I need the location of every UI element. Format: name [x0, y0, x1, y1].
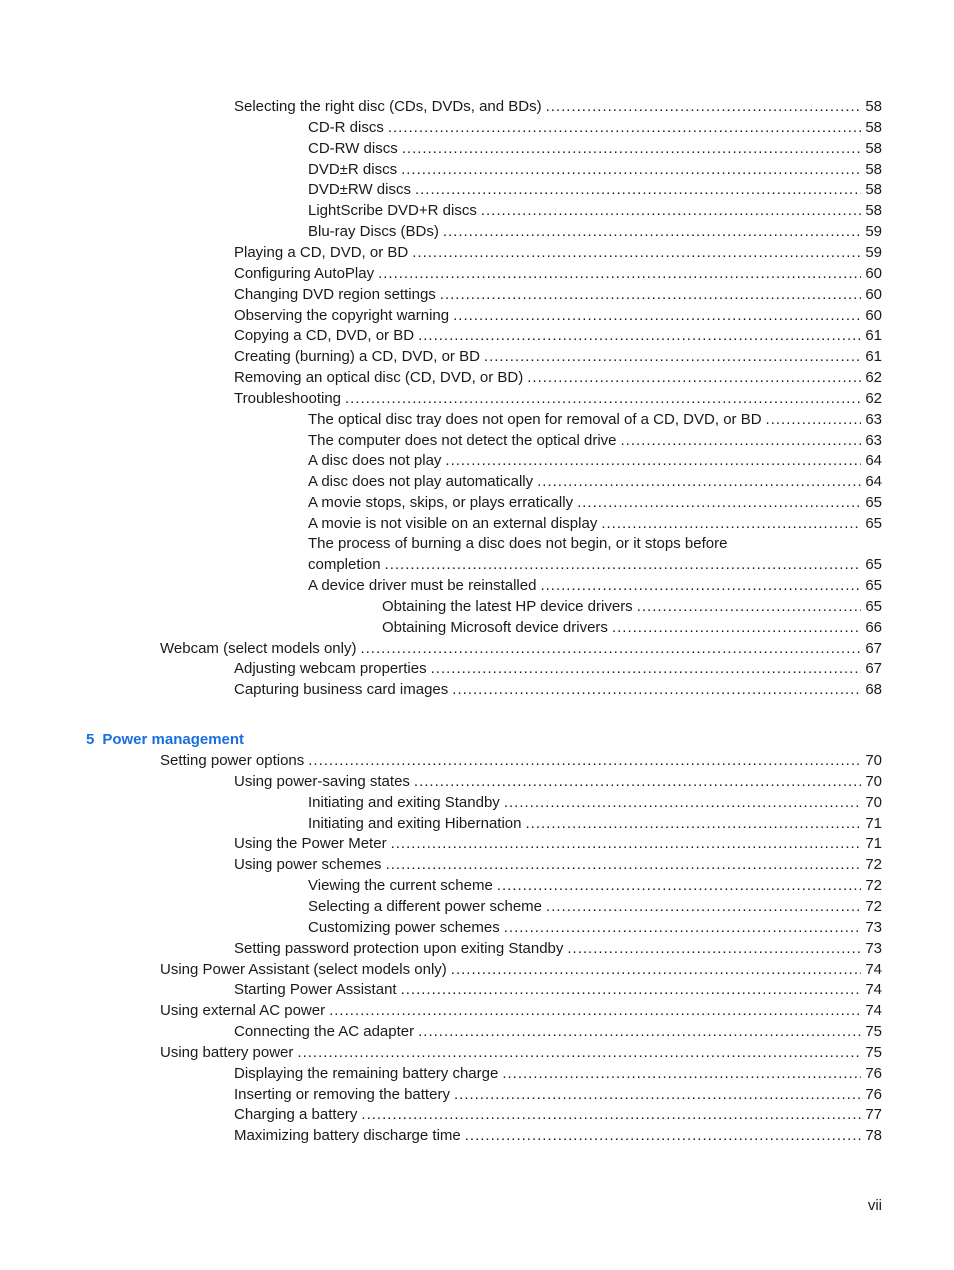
- toc-leader-dots: [401, 159, 861, 180]
- toc-entry-title: Displaying the remaining battery charge: [234, 1064, 499, 1082]
- toc-entry-page: 65: [865, 577, 882, 594]
- toc-entry[interactable]: [308, 875, 882, 896]
- toc-entry[interactable]: [308, 200, 882, 221]
- toc-entry-page: 65: [865, 515, 882, 532]
- toc-entry-wrapped-line1[interactable]: The process of burning a disc does not begin, or it stops before: [308, 535, 728, 552]
- toc-entry-page: 58: [865, 139, 882, 157]
- toc-entry-page: 60: [865, 264, 882, 282]
- toc-entry-title: Selecting a different power scheme: [308, 897, 543, 915]
- toc-entry[interactable]: [234, 1021, 882, 1042]
- toc-entry-title: Using power schemes: [234, 856, 382, 874]
- toc-entry-title: Using external AC power: [160, 1002, 326, 1020]
- toc-leader-dots: [537, 471, 861, 492]
- toc-entry-page: 67: [865, 660, 882, 678]
- toc-entry[interactable]: [234, 1084, 882, 1105]
- toc-entry[interactable]: [234, 367, 882, 388]
- toc-entry-page: 77: [865, 1106, 882, 1124]
- toc-entry-page: 61: [865, 327, 882, 345]
- toc-entry-title: Copying a CD, DVD, or BD: [234, 327, 415, 345]
- toc-entry-title: A device driver must be reinstalled: [308, 577, 537, 594]
- toc-entry-title: Capturing business card images: [234, 681, 449, 699]
- toc-entry-page: 58: [865, 181, 882, 199]
- toc-entry-title: DVD±R discs: [308, 160, 398, 178]
- toc-entry-title: Viewing the current scheme: [308, 877, 493, 895]
- toc-entry[interactable]: [308, 513, 882, 534]
- toc-entry[interactable]: [234, 284, 882, 305]
- toc-leader-dots: [391, 833, 862, 854]
- toc-entry-title: Maximizing battery discharge time: [234, 1127, 461, 1145]
- toc-entry-page: 65: [865, 597, 882, 615]
- toc-entry-page: 62: [865, 369, 882, 387]
- toc-leader-dots: [481, 200, 861, 221]
- toc-entry[interactable]: [234, 1063, 882, 1084]
- toc-leader-dots: [415, 179, 861, 200]
- toc-entry[interactable]: [234, 305, 882, 326]
- toc-entry-wrapped-line2[interactable]: [308, 554, 882, 575]
- toc-entry-page: 76: [865, 1085, 882, 1103]
- toc-entry-title: Observing the copyright warning: [234, 306, 450, 324]
- toc-entry[interactable]: [234, 979, 882, 1000]
- toc-entry-page: 71: [865, 814, 882, 832]
- toc-entry-page: 58: [865, 160, 882, 178]
- toc-entry-title: Obtaining the latest HP device drivers: [382, 597, 633, 615]
- toc-entry[interactable]: [382, 596, 882, 617]
- toc-leader-dots: [402, 138, 862, 159]
- toc-entry[interactable]: [234, 771, 882, 792]
- toc-leader-dots: [497, 875, 861, 896]
- toc-leader-dots: [502, 1063, 861, 1084]
- toc-entry[interactable]: [308, 813, 882, 834]
- toc-entry[interactable]: [234, 96, 882, 117]
- page-number-footer: vii: [867, 1197, 882, 1214]
- toc-entry-page: 65: [865, 494, 882, 512]
- toc-entry[interactable]: [160, 638, 882, 659]
- toc-leader-dots: [452, 679, 861, 700]
- toc-entry[interactable]: [234, 833, 882, 854]
- toc-entry[interactable]: [234, 938, 882, 959]
- toc-entry-page: 59: [865, 243, 882, 261]
- toc-entry-page: 67: [865, 639, 882, 657]
- toc-entry-title: Charging a battery: [234, 1106, 358, 1124]
- toc-entry-page: 64: [865, 452, 882, 470]
- toc-leader-dots: [297, 1042, 861, 1063]
- toc-entry-title: A disc does not play: [308, 452, 442, 470]
- toc-entry-title: Webcam (select models only): [160, 639, 357, 657]
- toc-entry-page: 65: [865, 556, 882, 573]
- toc-entry-page: 68: [865, 681, 882, 699]
- toc-entry-page: 74: [865, 1002, 882, 1020]
- toc-entry-page: 70: [865, 772, 882, 790]
- toc-entry-page: 75: [865, 1043, 882, 1061]
- toc-entry[interactable]: [234, 1125, 882, 1146]
- toc-entry-page: 74: [865, 960, 882, 978]
- toc-leader-dots: [360, 638, 861, 659]
- toc-entry-title: Starting Power Assistant: [234, 981, 397, 999]
- toc-entry-page: 58: [865, 118, 882, 136]
- toc-entry-page: 71: [865, 835, 882, 853]
- toc-leader-dots: [637, 596, 862, 617]
- toc-entry-title: A movie is not visible on an external display: [308, 515, 598, 532]
- toc-entry-page: 59: [865, 223, 882, 241]
- toc-entry[interactable]: [234, 1104, 882, 1125]
- toc-leader-dots: [361, 1104, 861, 1125]
- toc-leader-dots: [443, 221, 861, 242]
- toc-entry-title: Creating (burning) a CD, DVD, or BD: [234, 348, 480, 366]
- toc-entry[interactable]: [308, 430, 882, 451]
- toc-entry[interactable]: [160, 750, 882, 771]
- toc-entry-page: 58: [865, 202, 882, 220]
- toc-entry[interactable]: [234, 325, 882, 346]
- toc-entry-title: CD-R discs: [308, 118, 384, 136]
- toc-entry-title: Removing an optical disc (CD, DVD, or BD): [234, 369, 524, 387]
- toc-leader-dots: [601, 513, 861, 534]
- toc-entry[interactable]: [308, 409, 882, 430]
- toc-leader-dots: [401, 979, 862, 1000]
- toc-entry-page: 72: [865, 897, 882, 915]
- toc-entry-title: CD-RW discs: [308, 139, 398, 157]
- toc-leader-dots: [540, 575, 861, 596]
- toc-entry-title: completion: [308, 556, 381, 573]
- toc-entry-page: 66: [865, 618, 882, 636]
- toc-entry-title: Using battery power: [160, 1043, 294, 1061]
- toc-entry-title: Using Power Assistant (select models only): [160, 960, 447, 978]
- chapter-title: Power management: [102, 731, 245, 748]
- chapter-heading[interactable]: [86, 729, 244, 750]
- toc-entry-title: A movie stops, skips, or plays erratically: [308, 494, 574, 512]
- toc-entry-title: Troubleshooting: [234, 389, 342, 407]
- toc-entry-title: Customizing power schemes: [308, 918, 500, 936]
- toc-entry-title: Using the Power Meter: [234, 835, 387, 853]
- toc-entry-title: Initiating and exiting Standby: [308, 793, 500, 811]
- toc-leader-dots: [385, 554, 862, 575]
- toc-leader-dots: [418, 325, 861, 346]
- toc-entry-title: Inserting or removing the battery: [234, 1085, 450, 1103]
- toc-entry-page: 58: [865, 98, 882, 115]
- toc-leader-dots: [418, 1021, 861, 1042]
- toc-leader-dots: [440, 284, 862, 305]
- toc-entry-title: Selecting the right disc (CDs, DVDs, and BDs): [234, 98, 542, 115]
- toc-entry-title: Setting power options: [160, 752, 305, 769]
- toc-entry[interactable]: [234, 658, 882, 679]
- toc-entry-title: Obtaining Microsoft device drivers: [382, 618, 608, 636]
- toc-entry[interactable]: [308, 138, 882, 159]
- toc-entry-page: 73: [865, 939, 882, 957]
- toc-leader-dots: [484, 346, 861, 367]
- toc-entry-page: 63: [865, 410, 882, 428]
- toc-leader-dots: [612, 617, 861, 638]
- toc-leader-dots: [345, 388, 861, 409]
- toc-leader-dots: [527, 367, 861, 388]
- toc-entry[interactable]: [308, 450, 882, 471]
- toc-entry[interactable]: [308, 471, 882, 492]
- toc-entry-title: A disc does not play automatically: [308, 473, 534, 491]
- toc-leader-dots: [329, 1000, 861, 1021]
- toc-leader-dots: [431, 658, 862, 679]
- toc-entry-page: 73: [865, 918, 882, 936]
- toc-leader-dots: [453, 305, 861, 326]
- toc-leader-dots: [504, 917, 862, 938]
- toc-entry-page: 72: [865, 877, 882, 895]
- toc-entry-page: 76: [865, 1064, 882, 1082]
- toc-entry-title: Initiating and exiting Hibernation: [308, 814, 522, 832]
- toc-leader-dots: [386, 854, 862, 875]
- toc-entry[interactable]: [234, 854, 882, 875]
- toc-entry[interactable]: [160, 1000, 882, 1021]
- toc-leader-dots: [414, 771, 861, 792]
- toc-entry[interactable]: [308, 896, 882, 917]
- toc-leader-dots: [412, 242, 861, 263]
- toc-leader-dots: [378, 263, 861, 284]
- toc-leader-dots: [388, 117, 861, 138]
- toc-leader-dots: [546, 96, 862, 117]
- toc-entry-title: Playing a CD, DVD, or BD: [234, 243, 409, 261]
- toc-entry[interactable]: [382, 617, 882, 638]
- toc-entry-title: The computer does not detect the optical drive: [308, 431, 617, 449]
- toc-entry-page: 60: [865, 285, 882, 303]
- toc-entry[interactable]: [308, 179, 882, 200]
- toc-entry-title: Blu-ray Discs (BDs): [308, 223, 439, 241]
- toc-entry-title: Changing DVD region settings: [234, 285, 436, 303]
- toc-entry[interactable]: [234, 679, 882, 700]
- chapter-number: 5: [86, 731, 95, 748]
- toc-entry-page: 72: [865, 856, 882, 874]
- toc-leader-dots: [308, 750, 861, 771]
- toc-leader-dots: [766, 409, 862, 430]
- toc-entry-page: 78: [865, 1127, 882, 1145]
- toc-entry[interactable]: [234, 263, 882, 284]
- toc-entry[interactable]: [160, 1042, 882, 1063]
- toc-entry[interactable]: [234, 388, 882, 409]
- toc-entry[interactable]: [234, 242, 882, 263]
- toc-entry[interactable]: [308, 221, 882, 242]
- toc-entry-title: Setting password protection upon exiting Standby: [234, 939, 564, 957]
- toc-entry-page: 60: [865, 306, 882, 324]
- toc-leader-dots: [621, 430, 862, 451]
- toc-leader-dots: [567, 938, 861, 959]
- toc-entry[interactable]: [160, 959, 882, 980]
- toc-leader-dots: [445, 450, 861, 471]
- toc-leader-dots: [577, 492, 861, 513]
- toc-entry-page: 75: [865, 1023, 882, 1041]
- toc-leader-dots: [465, 1125, 862, 1146]
- toc-entry[interactable]: [308, 792, 882, 813]
- toc-leader-dots: [525, 813, 861, 834]
- toc-entry-title: LightScribe DVD+R discs: [308, 202, 477, 220]
- toc-leader-dots: [454, 1084, 861, 1105]
- toc-entry[interactable]: [234, 346, 882, 367]
- toc-entry[interactable]: [308, 117, 882, 138]
- toc-entry[interactable]: [308, 917, 882, 938]
- toc-entry[interactable]: [308, 492, 882, 513]
- toc-leader-dots: [451, 959, 862, 980]
- toc-entry[interactable]: [308, 575, 882, 596]
- toc-entry-page: 62: [865, 389, 882, 407]
- toc-entry-title: Using power-saving states: [234, 772, 410, 790]
- toc-entry-title: Adjusting webcam properties: [234, 660, 427, 678]
- toc-entry-page: 70: [865, 793, 882, 811]
- toc-leader-dots: [504, 792, 862, 813]
- toc-entry-page: 74: [865, 981, 882, 999]
- toc-entry-title: Configuring AutoPlay: [234, 264, 375, 282]
- toc-entry-page: 70: [865, 752, 882, 769]
- toc-entry[interactable]: [308, 159, 882, 180]
- toc-entry-page: 64: [865, 473, 882, 491]
- toc-entry-title: The optical disc tray does not open for removal of a CD, DVD, or BD: [308, 410, 762, 428]
- toc-entry-title: Connecting the AC adapter: [234, 1023, 415, 1041]
- toc-entry-title: DVD±RW discs: [308, 181, 411, 199]
- toc-leader-dots: [546, 896, 861, 917]
- toc-entry-page: 61: [865, 348, 882, 366]
- toc-entry-page: 63: [865, 431, 882, 449]
